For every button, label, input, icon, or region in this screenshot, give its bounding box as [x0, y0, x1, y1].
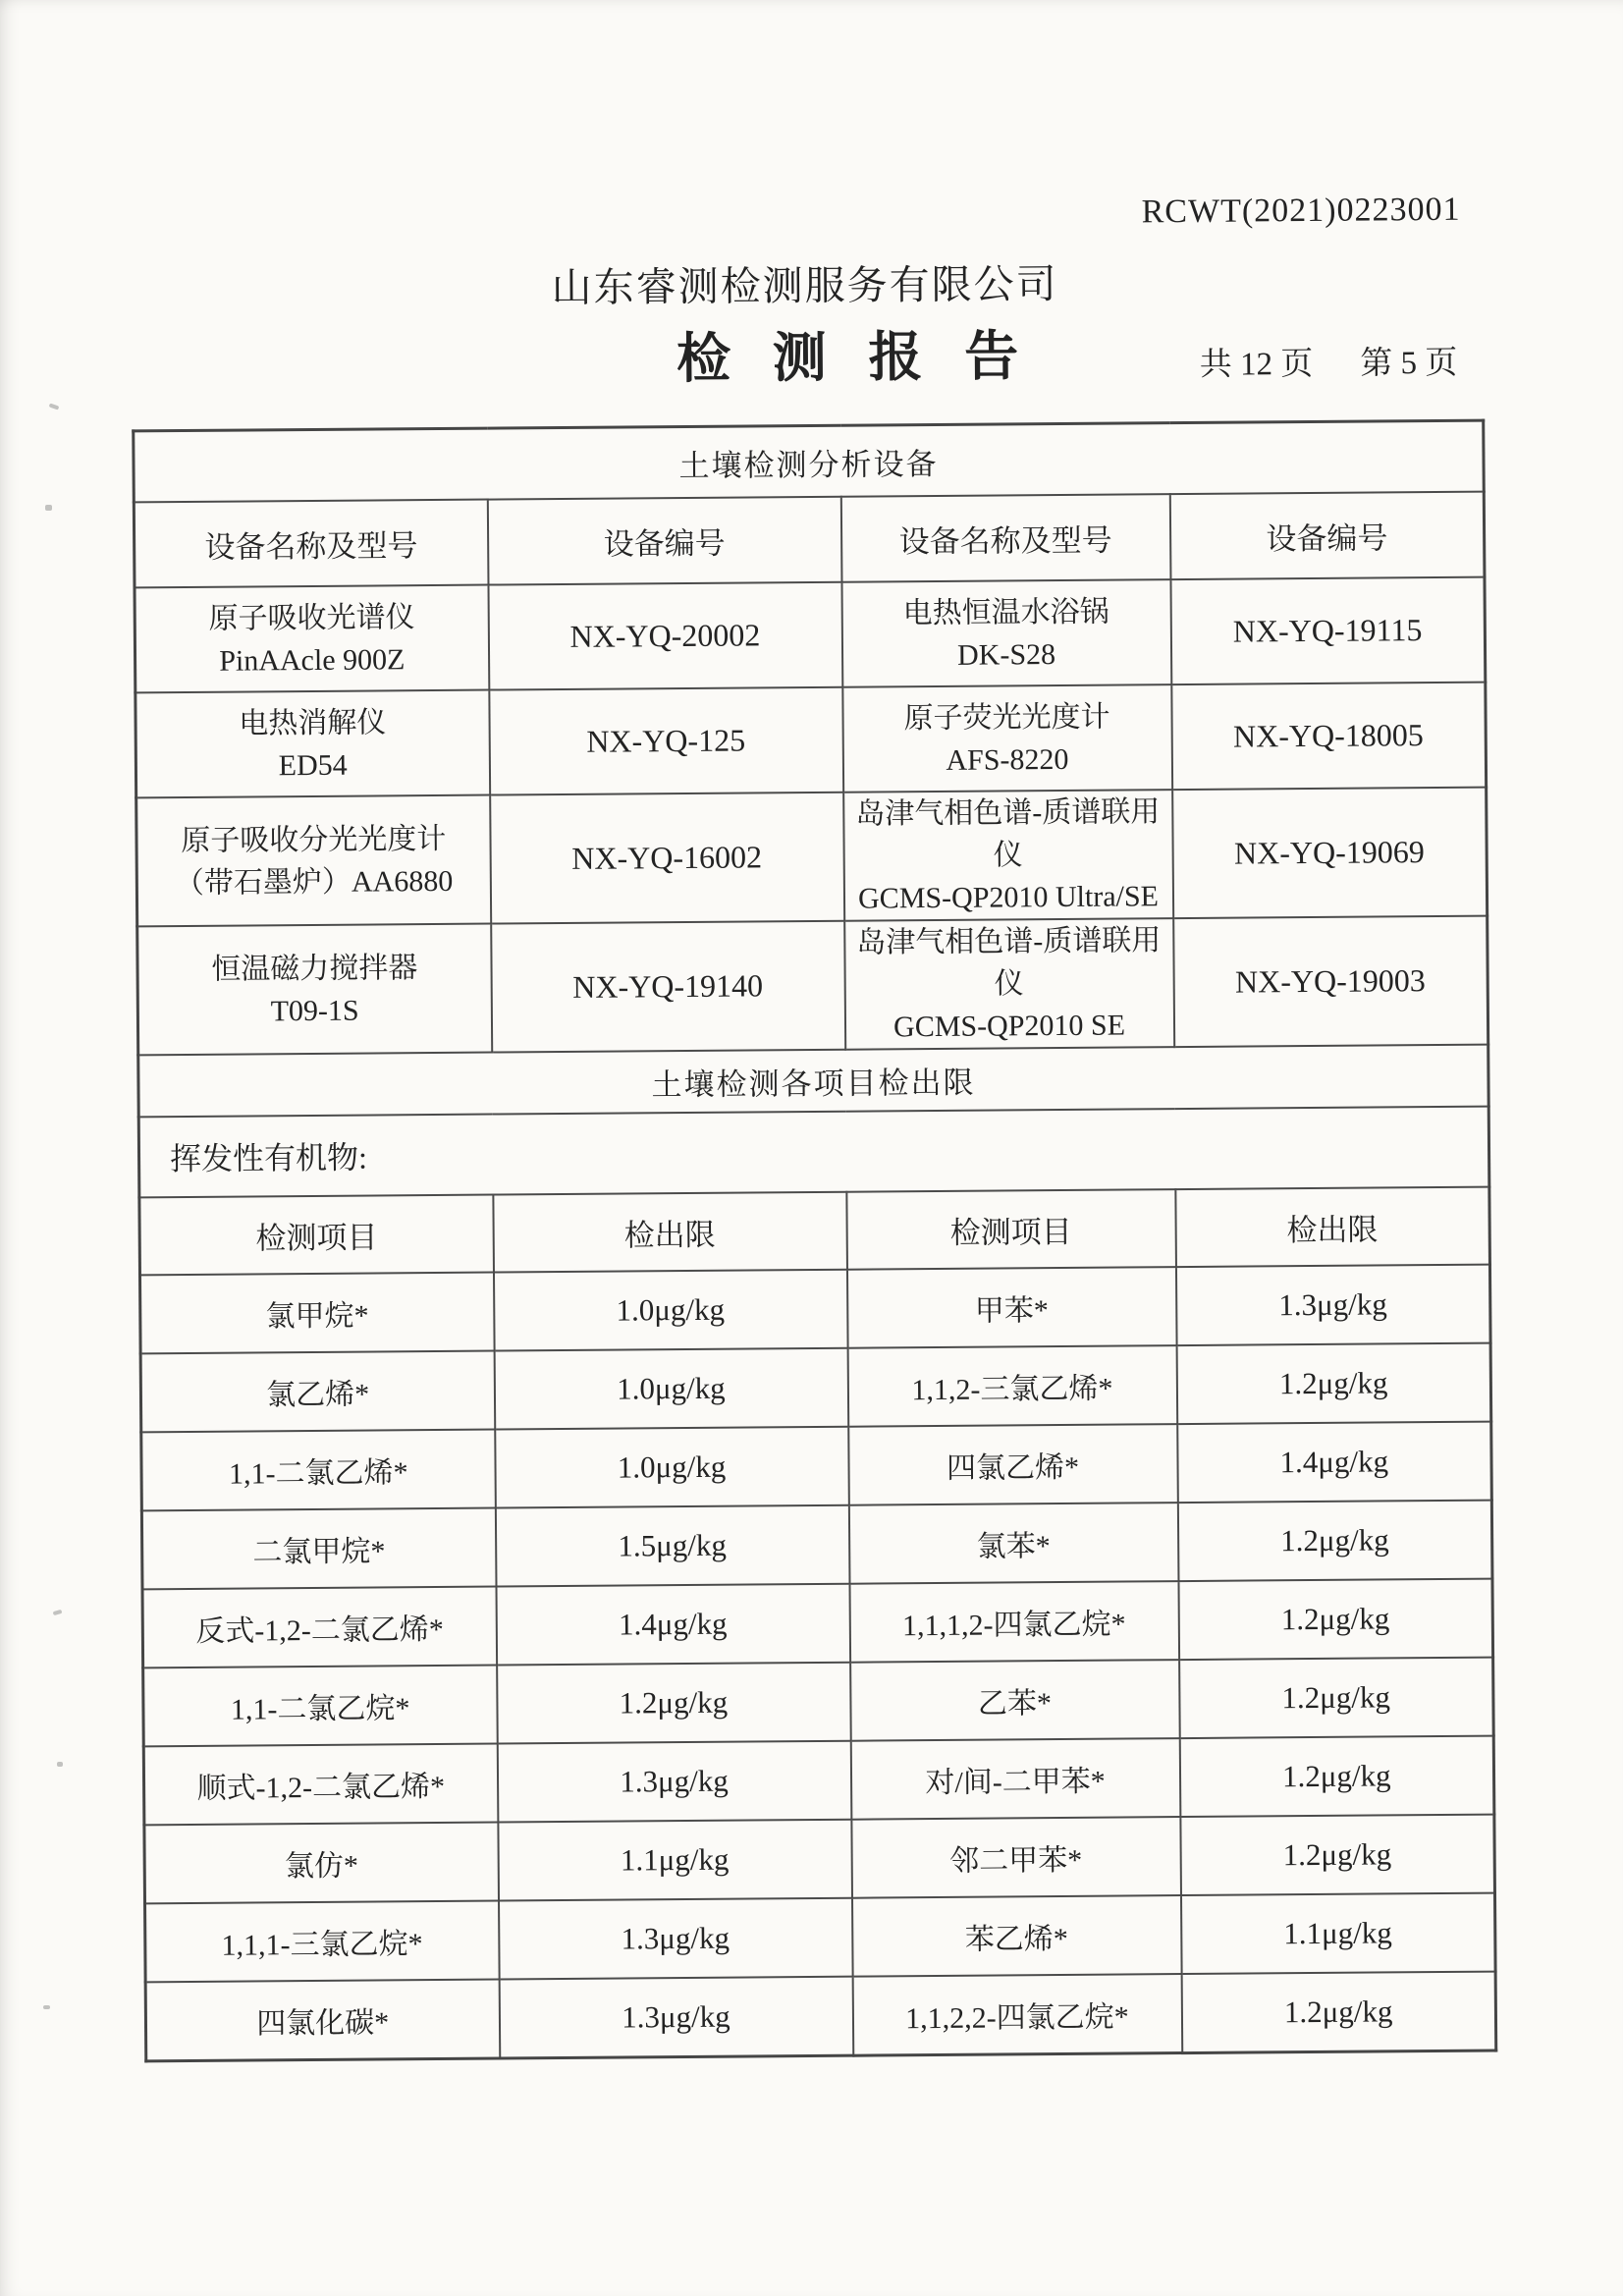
detection-limit-cell: 1.2μg/kg — [1176, 1343, 1491, 1425]
detection-limit-cell: 1.1μg/kg — [498, 1820, 852, 1901]
limits-row — [142, 1579, 1493, 1668]
column-header-equipment-name: 设备名称及型号 — [134, 500, 488, 588]
limits-row — [143, 1658, 1494, 1747]
test-item-cell: 1,1-二氯乙烷* — [143, 1666, 498, 1747]
equipment-serial-cell: NX-YQ-19069 — [1172, 788, 1488, 919]
equipment-name-line: 恒温磁力搅拌器 — [211, 951, 418, 986]
table-row — [138, 1045, 1488, 1118]
equipment-serial-cell: NX-YQ-125 — [489, 687, 843, 795]
detection-limit-cell: 1.0μg/kg — [494, 1348, 848, 1430]
limits-section-title: 土壤检测各项目检出限 — [138, 1045, 1488, 1118]
limits-row — [141, 1422, 1492, 1511]
equipment-name-cell — [843, 790, 1173, 921]
equipment-row — [135, 577, 1486, 693]
limits-row — [144, 1815, 1495, 1904]
test-item-cell: 1,1,2-三氯乙烯* — [847, 1345, 1177, 1427]
detection-limit-cell: 1.2μg/kg — [1179, 1658, 1494, 1739]
test-item-cell: 二氯甲烷* — [141, 1508, 496, 1590]
test-item-cell: 1,1,2,2-四氯乙烷* — [852, 1974, 1182, 2055]
detection-limit-cell: 1.3μg/kg — [1175, 1265, 1490, 1346]
equipment-name-cell — [135, 585, 489, 693]
equipment-name-cell — [135, 690, 490, 798]
equipment-name-cell — [841, 579, 1171, 687]
limits-row — [140, 1343, 1491, 1433]
equipment-row — [136, 788, 1488, 927]
detection-limit-cell: 1.2μg/kg — [1177, 1501, 1492, 1582]
test-item-cell: 氯甲烷* — [139, 1273, 494, 1354]
equipment-model-line: DK-S28 — [956, 637, 1056, 672]
test-item-cell: 乙苯* — [850, 1660, 1180, 1741]
detection-limit-cell: 1.3μg/kg — [497, 1741, 851, 1823]
table-row — [134, 492, 1485, 588]
detection-limit-cell: 1.2μg/kg — [1180, 1815, 1495, 1896]
equipment-row — [137, 916, 1488, 1056]
voc-category-label: 挥发性有机物: — [138, 1107, 1489, 1198]
table-row — [134, 420, 1485, 502]
limits-header-section — [138, 1045, 1490, 1276]
test-item-cell: 氯仿* — [144, 1823, 499, 1904]
test-item-cell: 氯苯* — [848, 1503, 1178, 1584]
equipment-model-line: ED54 — [278, 748, 348, 782]
equipment-name-line: 原子荧光光度计 — [903, 700, 1110, 735]
test-item-cell: 对/间-二甲苯* — [850, 1738, 1180, 1820]
test-item-cell: 甲苯* — [846, 1267, 1176, 1348]
report-table — [132, 419, 1497, 2063]
detection-limit-cell: 1.4μg/kg — [1177, 1422, 1492, 1503]
limits-row — [145, 1893, 1496, 1983]
column-header-detection-limit: 检出限 — [1175, 1187, 1490, 1268]
detection-limit-cell: 1.2μg/kg — [1179, 1736, 1494, 1818]
equipment-serial-cell: NX-YQ-18005 — [1171, 683, 1487, 791]
limits-row — [143, 1736, 1494, 1826]
equipment-serial-cell: NX-YQ-16002 — [490, 793, 844, 924]
limits-rows — [139, 1265, 1495, 2061]
detection-limit-cell: 1.0μg/kg — [495, 1427, 849, 1508]
test-item-cell: 氯乙烯* — [140, 1351, 495, 1433]
equipment-name-line: 电热恒温水浴锅 — [902, 595, 1109, 629]
equipment-row — [135, 683, 1487, 798]
equipment-name-cell — [844, 918, 1174, 1050]
equipment-name-cell — [136, 795, 491, 927]
detection-limit-cell: 1.3μg/kg — [499, 1977, 853, 2058]
test-item-cell: 1,1-二氯乙烯* — [141, 1430, 496, 1511]
detection-limit-cell: 1.2μg/kg — [497, 1663, 851, 1744]
test-item-cell: 四氯化碳* — [145, 1980, 500, 2061]
test-item-cell: 1,1,1-三氯乙烷* — [145, 1901, 500, 1983]
detection-limit-cell: 1.2μg/kg — [1181, 1972, 1496, 2053]
column-header-test-item: 检测项目 — [139, 1195, 494, 1276]
test-item-cell: 苯乙烯* — [851, 1895, 1181, 1977]
equipment-name-cell — [137, 924, 492, 1056]
equipment-header-section — [134, 420, 1485, 587]
detection-limit-cell: 1.5μg/kg — [495, 1505, 849, 1587]
equipment-name-line: 原子吸收分光光度计 — [181, 822, 447, 857]
equipment-serial-cell: NX-YQ-19115 — [1170, 577, 1486, 685]
equipment-name-line: 岛津气相色谱-质谱联用仪 — [855, 795, 1161, 872]
detection-limit-cell: 1.1μg/kg — [1180, 1893, 1495, 1975]
scan-artifact — [57, 1762, 63, 1767]
equipment-name-line: 原子吸收光谱仪 — [208, 600, 415, 635]
equipment-serial-cell: NX-YQ-19140 — [491, 921, 845, 1053]
detection-limit-cell: 1.0μg/kg — [493, 1270, 847, 1351]
scan-artifact — [43, 2005, 50, 2009]
test-item-cell: 顺式-1,2-二氯乙烯* — [143, 1744, 498, 1826]
equipment-model-line: （带石墨炉）AA6880 — [174, 864, 454, 900]
column-header-equipment-serial: 设备编号 — [1169, 492, 1485, 580]
equipment-model-line: GCMS-QP2010 SE — [893, 1009, 1126, 1044]
detection-limit-cell: 1.4μg/kg — [496, 1584, 850, 1666]
test-item-cell: 反式-1,2-二氯乙烯* — [142, 1587, 497, 1668]
table-row — [138, 1107, 1489, 1198]
equipment-model-line: GCMS-QP2010 Ultra/SE — [857, 880, 1160, 915]
equipment-model-line: AFS-8220 — [946, 742, 1069, 777]
detection-limit-cell: 1.3μg/kg — [499, 1898, 853, 1980]
detection-limit-cell: 1.2μg/kg — [1178, 1579, 1493, 1661]
equipment-name-cell — [842, 684, 1172, 793]
column-header-equipment-serial: 设备编号 — [487, 497, 841, 585]
page-current: 第 5 页 — [1360, 345, 1458, 382]
pagination — [1200, 337, 1458, 385]
scan-artifact — [45, 505, 52, 511]
limits-row — [141, 1501, 1492, 1590]
test-item-cell: 四氯乙烯* — [848, 1424, 1178, 1505]
limits-row — [139, 1265, 1490, 1354]
test-item-cell: 1,1,1,2-四氯乙烷* — [849, 1581, 1179, 1663]
test-item-cell: 邻二甲苯* — [851, 1817, 1181, 1898]
page-total: 共 12 页 — [1199, 346, 1314, 383]
company-name: 山东睿测检测服务有限公司 — [551, 261, 1058, 311]
equipment-model-line: PinAAcle 900Z — [219, 642, 406, 678]
equipment-serial-cell: NX-YQ-19003 — [1173, 916, 1488, 1048]
equipment-table-title: 土壤检测分析设备 — [134, 420, 1485, 502]
equipment-name-line: 岛津气相色谱-质谱联用仪 — [856, 924, 1162, 1001]
column-header-test-item: 检测项目 — [846, 1189, 1176, 1270]
equipment-name-line: 电热消解仪 — [239, 705, 387, 740]
equipment-model-line: T09-1S — [270, 994, 359, 1027]
equipment-rows — [135, 577, 1488, 1056]
report-title: 检 测 报 告 — [676, 326, 1029, 390]
table-row — [139, 1187, 1490, 1276]
column-header-detection-limit: 检出限 — [493, 1192, 847, 1273]
equipment-serial-cell: NX-YQ-20002 — [488, 582, 842, 690]
reference-number: RCWT(2021)0223001 — [1141, 191, 1461, 231]
column-header-equipment-name: 设备名称及型号 — [840, 494, 1170, 582]
limits-row — [145, 1972, 1496, 2061]
